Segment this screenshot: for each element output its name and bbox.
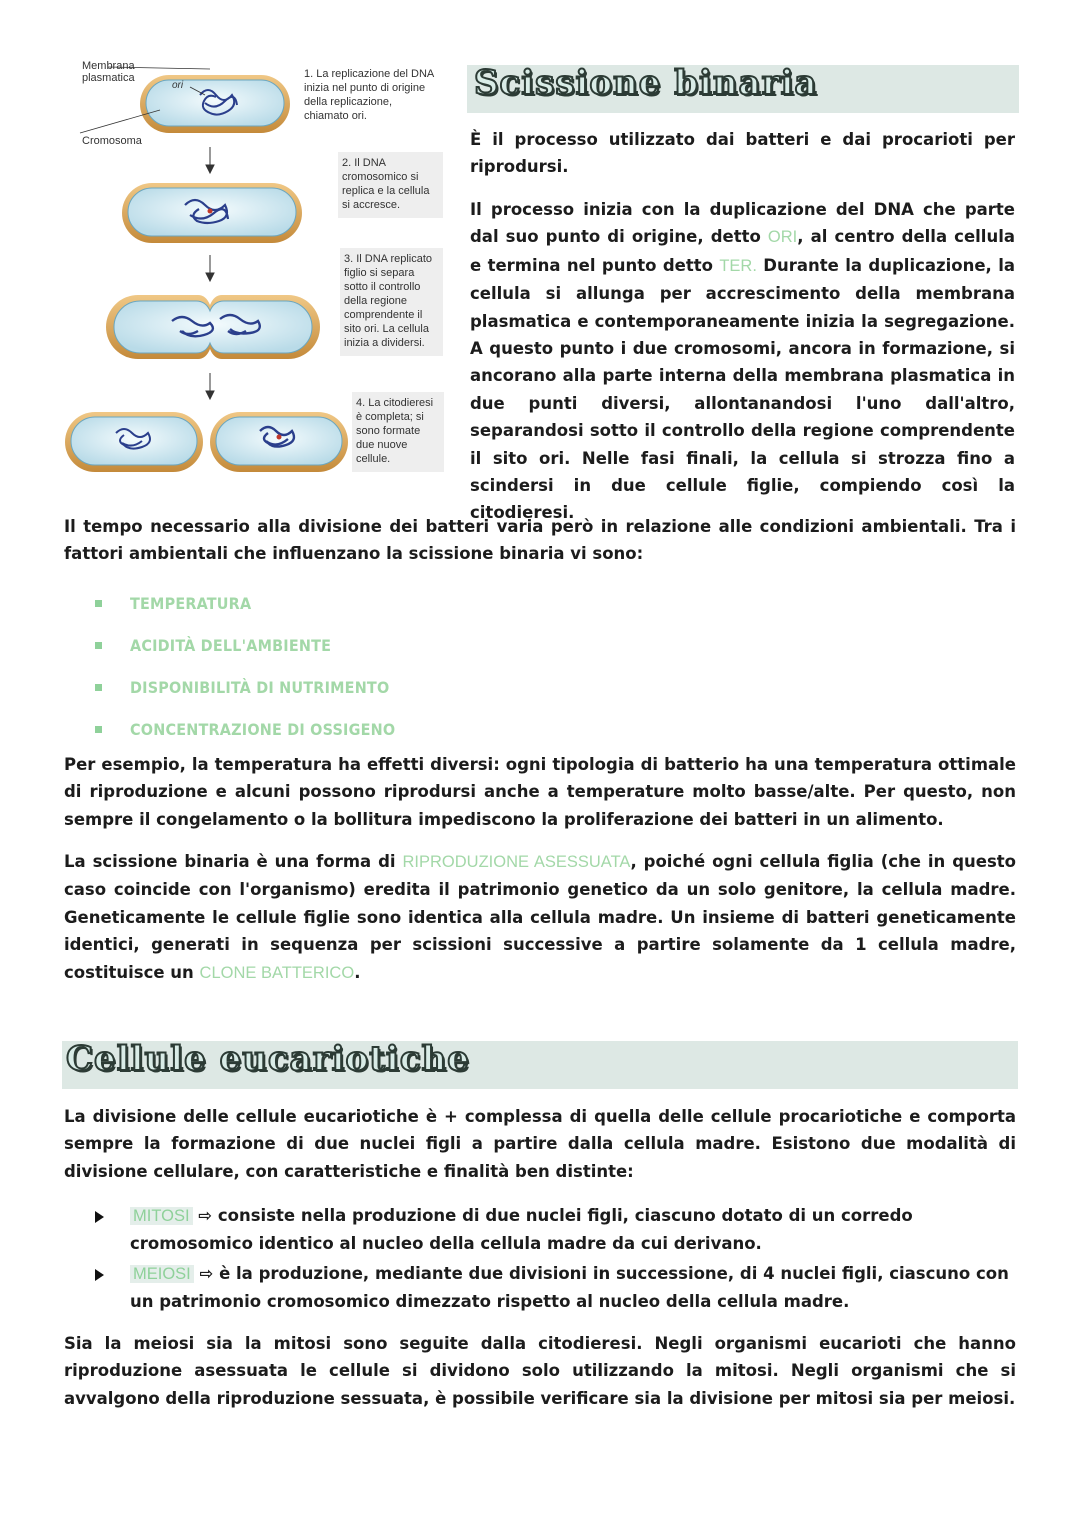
section2-paragraph-2: Sia la meiosi sia la mitosi sono seguite dalla citodieresi. Negli organismi eucarioti che hanno riproduzione asessuata le cellule si dividono solo utilizzando la mitosi. Negli organismi che si avvalgono della riproduzione sessuata, è possibile verificare sia la divisione per mitosi sia per meiosi. xyxy=(64,1334,1016,1408)
list-item xyxy=(95,624,395,666)
cell-stage-2 xyxy=(122,183,302,243)
p4-part-a: La scissione binaria è una forma di xyxy=(64,852,403,871)
section1-paragraph-1 xyxy=(470,196,1015,527)
label-chromosome: Cromosoma xyxy=(82,135,142,147)
step-2-text: 2. Il DNA cromosomico si replica e la cellula si accresce. xyxy=(342,157,430,211)
step-3-text: 3. Il DNA replicato figlio si separa sotto il controllo della regione comprendente il sito ori. La cellula inizia a dividersi. xyxy=(344,253,433,349)
ter-term: TER. xyxy=(719,256,757,275)
section1-paragraph-3: Per esempio, la temperatura ha effetti diversi: ogni tipologia di batterio ha una temperatura ottimale di riproduzione e alcuni possono riprodursi anche a temperature molto basse/alte. Per questo, non sempre il congelamento o la bollitura impediscono la proliferazione dei batteri in un alimento. xyxy=(64,755,1016,829)
section1-title: Scissione binaria xyxy=(474,63,818,103)
label-ori: ori xyxy=(172,80,184,91)
p4-part-c: . xyxy=(354,962,361,982)
arrow-down-icon xyxy=(206,373,214,399)
list-item-mitosi xyxy=(95,1202,1015,1258)
step-3-caption xyxy=(340,248,443,356)
section2-paragraph-1: La divisione delle cellule eucariotiche è + complessa di quella delle cellule procariotiche e comporta sempre la formazione di due nuclei figli a partire dalla cellula madre. Esistono due modalità di divisione cellulare, con caratteristiche e finalità ben distinte: xyxy=(64,1107,1016,1181)
asexual-reproduction-term: RIPRODUZIONE ASESSUATA xyxy=(402,853,631,871)
section2-title: Cellule eucariotiche xyxy=(66,1039,470,1079)
arrow-down-icon xyxy=(206,255,214,281)
triangle-bullet-icon xyxy=(95,1211,104,1223)
daughter-cell-left xyxy=(65,412,203,472)
mitosi-description: consiste nella produzione di due nuclei figli, ciascuno dotato di un corredo cromosomico identico al nucleo della cellula madre da cui derivano. xyxy=(130,1206,913,1253)
triangle-bullet-icon xyxy=(95,1269,104,1281)
step-4-caption xyxy=(352,392,444,472)
meiosi-term: MEIOSI xyxy=(130,1265,194,1283)
meiosi-description: è la produzione, mediante due divisioni in successione, di 4 nuclei figli, ciascuno con un patrimonio cromosomico dimezzato rispetto al nucleo della cellula madre. xyxy=(130,1264,1009,1311)
p4-part-b: , poiché ogni cellula figlia (che in questo caso coincide con l'organismo) eredita il patrimonio genetico da un solo genitore, la cellula madre. Geneticamente le cellule figlie sono identica alla cellula madre. Un insieme di batteri geneticamente identici, generati in sequenza per scissioni successive a partire solamente da 1 cellula madre, costituisce un xyxy=(64,852,1017,982)
section1-paragraph-4 xyxy=(64,848,1016,987)
ori-term: ORI xyxy=(767,228,798,247)
factor-label: DISPONIBILITÀ DI NUTRIMENTO xyxy=(130,677,390,697)
label-membrane: Membrana plasmatica xyxy=(82,60,135,84)
step-4-text: 4. La citodieresi è completa; si sono formate due nuove cellule. xyxy=(356,397,434,465)
bullet-icon xyxy=(95,600,102,607)
p1-part-b: , al centro della cellula e termina nel punto detto xyxy=(470,227,1015,275)
step-1-caption xyxy=(300,63,440,129)
factor-label: ACIDITÀ DELL'AMBIENTE xyxy=(130,635,332,655)
bullet-icon xyxy=(95,726,102,733)
list-item xyxy=(95,708,395,750)
p1-part-c: Durante la duplicazione, la cellula si allunga per accrescimento della membrana plasmatica e contemporaneamente inizia la segregazione. A questo punto i due cromosomi, ancora in formazione, si ancorano alla parte interna della membrana plasmatica in due punti diversi, allontanandosi l'uno dall'altro, separandosi sotto il controllo della regione comprendente il sito ori. Nelle fasi finali, la cellula si strozza fino a scindersi in due cellule figlie, compiendo così la citodieresi. xyxy=(470,255,1015,523)
environmental-factors-list xyxy=(95,582,395,750)
p1-part-a: Il processo inizia con la duplicazione del DNA che parte dal suo punto di origine, detto xyxy=(470,200,1015,247)
arrow-down-icon xyxy=(206,147,214,173)
division-types-list xyxy=(95,1202,1015,1318)
bacterial-clone-term: CLONE BATTERICO xyxy=(199,963,355,982)
bullet-icon xyxy=(95,642,102,649)
binary-fission-figure xyxy=(60,55,450,485)
step-1-text: 1. La replicazione del DNA inizia nel punto di origine della replicazione, chiamato ori. xyxy=(304,68,434,122)
step-2-caption xyxy=(338,152,443,218)
factor-label: TEMPERATURA xyxy=(130,593,252,613)
list-item-meiosi xyxy=(95,1260,1015,1316)
bullet-icon xyxy=(95,684,102,691)
factor-label: CONCENTRAZIONE DI OSSIGENO xyxy=(130,719,396,739)
section1-intro: È il processo utilizzato dai batteri e dai procarioti per riprodursi. xyxy=(470,130,1015,177)
list-item xyxy=(95,666,395,708)
arrow-right-icon: ⇨ xyxy=(193,1264,220,1283)
daughter-cell-right xyxy=(210,412,348,472)
list-item xyxy=(95,582,395,624)
arrow-right-icon: ⇨ xyxy=(192,1206,218,1225)
mitosi-term: MITOSI xyxy=(130,1207,193,1225)
section1-paragraph-2: Il tempo necessario alla divisione dei batteri varia però in relazione alle condizioni ambientali. Tra i fattori ambientali che influenzano la scissione binaria vi sono: xyxy=(64,517,1016,564)
cell-stage-3 xyxy=(106,295,320,359)
ori-site-2 xyxy=(208,209,213,214)
